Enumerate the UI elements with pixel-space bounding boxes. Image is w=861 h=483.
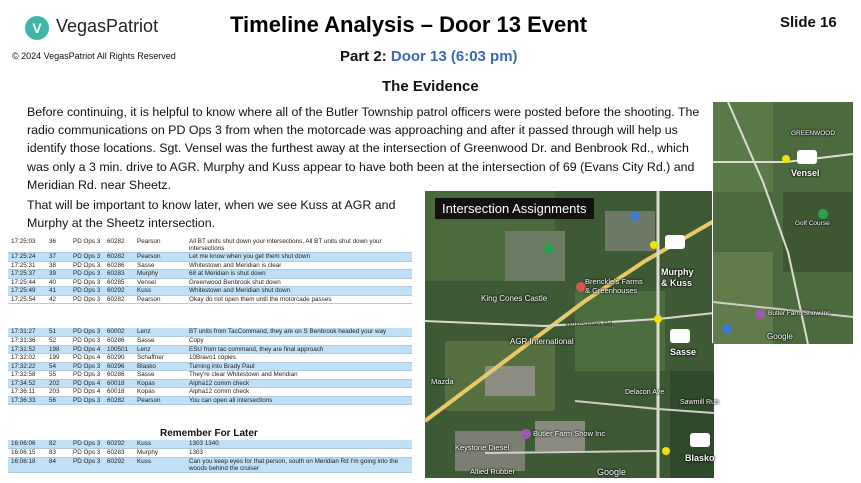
table-cell: 60285 [104, 278, 134, 287]
table-cell: Whitestown and Meridian is clear [186, 261, 412, 270]
label-sasse: Sasse [670, 347, 697, 357]
copyright-notice: © 2024 VegasPatriot All Rights Reserved [12, 51, 176, 61]
table-cell: Murphy [134, 270, 186, 279]
evidence-paragraph: Before continuing, it is helpful to know where all of the Butler Township patrol officers were posted before the shooting. The radio communications on PD Ops 3 from when the motorcade was approaching and after it passed through will help us identify those locations. Sgt. Vensel was the furthest away at the intersection of Greenwood Dr. and Benbrook Rd., which was only a 3 min. drive to AGR. Murphy and Kuss appear to have both been at the intersection of 69 (Evans City Rd.) and Meridian Rd. near Sheetz. [27, 105, 700, 192]
table-cell: Sasse [134, 261, 186, 270]
table-cell: 60290 [104, 354, 134, 363]
table-cell: 60282 [104, 295, 134, 304]
table-cell: 16:06:06 [8, 440, 46, 449]
table-cell: 51 [46, 328, 70, 337]
road-sawmill: Sawmill Run [680, 399, 719, 406]
table-row [8, 354, 412, 363]
table-cell: 60283 [104, 449, 134, 458]
table-cell: Can you keep eyes for that person, south on Meridian Rd I'm going into the woods behind the cruiser [186, 457, 412, 472]
table-cell: 203 [46, 388, 70, 397]
subtitle-accent: Door 13 (6:03 pm) [390, 48, 518, 65]
table-cell: PD Ops 3 [70, 278, 104, 287]
table-cell: Alpha12 comm check [186, 388, 412, 397]
table-cell: 17:25:49 [8, 287, 46, 296]
road-whitestown: Whitestown Rd [565, 321, 613, 328]
table-cell: Lenz [134, 345, 186, 354]
table-cell: 17:31:27 [8, 328, 46, 337]
table-row [8, 295, 412, 304]
table-cell: They're clear Whitestown and Meridian [186, 371, 412, 380]
subtitle-prefix: Part 2: [340, 48, 391, 65]
table-cell: Greenwood Benbrook shut down [186, 278, 412, 287]
table-cell: 56 [46, 396, 70, 405]
table-cell: 60286 [104, 337, 134, 346]
table-cell: 199 [46, 354, 70, 363]
table-cell: 60282 [104, 253, 134, 262]
place-butler-farm-inset: Butler Farm Show Inc [768, 310, 831, 317]
radio-log-table-3 [8, 440, 412, 473]
table-cell: BT units from TacCommand, they are on S Benbrook headed your way [186, 328, 412, 337]
table-cell: Lenz [134, 328, 186, 337]
table-cell: 38 [46, 261, 70, 270]
radio-log-table-1 [8, 238, 412, 304]
table-cell: Kopas [134, 379, 186, 388]
place-mazda: Mazda [431, 377, 454, 386]
place-butler-farm: Butler Farm Show Inc [533, 429, 606, 438]
intersection-map [425, 191, 719, 478]
table-cell: 60286 [104, 371, 134, 380]
table-cell: 16:06:18 [8, 457, 46, 472]
map-caption: Intersection Assignments [435, 198, 594, 219]
murphy-kuss-marker [650, 241, 658, 249]
table-cell: 36 [46, 238, 70, 253]
police-car-icon [797, 150, 817, 164]
table-row [8, 396, 412, 405]
table-cell: Pearson [134, 253, 186, 262]
section-heading: The Evidence [382, 78, 479, 95]
table-cell: 17:32:58 [8, 371, 46, 380]
table-cell: 17:31:52 [8, 345, 46, 354]
vensel-inset-map [712, 101, 852, 343]
table-row [8, 328, 412, 337]
table-cell: 60286 [104, 261, 134, 270]
table-cell: PD Ops 3 [70, 337, 104, 346]
place-pin-icon [722, 324, 732, 334]
table-cell: Pearson [134, 295, 186, 304]
table-cell: 68 at Meridian is shut down [186, 270, 412, 279]
table-cell: Copy [186, 337, 412, 346]
table-cell: PD Ops 3 [70, 287, 104, 296]
table-cell: 17:25:37 [8, 270, 46, 279]
table-cell: 17:25:54 [8, 295, 46, 304]
table-cell: 60002 [104, 328, 134, 337]
table-cell: PD Ops 3 [70, 457, 104, 472]
table-cell: 17:32:22 [8, 362, 46, 371]
table-cell: Turning into Brady Paul [186, 362, 412, 371]
table-cell: 41 [46, 287, 70, 296]
table-cell: 40 [46, 278, 70, 287]
table-cell: Sasse [134, 371, 186, 380]
place-pin-icon [755, 309, 765, 319]
place-king-cones: King Cones Castle [481, 294, 548, 303]
place-pin-icon [521, 429, 531, 439]
table-cell: 39 [46, 270, 70, 279]
brand-name: VegasPatriot [56, 16, 159, 36]
table-cell: 42 [46, 295, 70, 304]
radio-log-table-2 [8, 328, 412, 405]
label-blasko: Blasko [685, 453, 715, 463]
table-cell: PD Ops 4 [70, 388, 104, 397]
table-cell: Blasko [134, 362, 186, 371]
table-cell: 10Bravo1 copies [186, 354, 412, 363]
table-cell: Okay do not open them until the motorcade passes [186, 295, 412, 304]
place-pin-icon [544, 244, 554, 254]
table-cell: PD Ops 3 [70, 328, 104, 337]
table-row [8, 287, 412, 296]
table-row [8, 449, 412, 458]
table-row [8, 261, 412, 270]
table-cell: You can open all intersections [186, 396, 412, 405]
table-cell: PD Ops 3 [70, 238, 104, 253]
table-cell: PD Ops 4 [70, 379, 104, 388]
table-cell: Murphy [134, 449, 186, 458]
label-murphy-kuss: Murphy & Kuss [661, 267, 694, 288]
table-cell: PD Ops 3 [70, 371, 104, 380]
google-attribution-inset: Google [767, 332, 793, 341]
remember-heading: Remember For Later [160, 428, 258, 439]
vensel-inset-graphic [713, 102, 853, 344]
table-row [8, 371, 412, 380]
table-cell: 202 [46, 379, 70, 388]
table-cell: 1303 [186, 449, 412, 458]
place-golf-course: Golf Course [795, 220, 830, 227]
table-cell: 1303 1340 [186, 440, 412, 449]
table-cell: All BT units shut down your intersections, All BT units shut down your intersections [186, 238, 412, 253]
table-row [8, 238, 412, 253]
table-cell: 100501 [104, 345, 134, 354]
table-row [8, 270, 412, 279]
table-cell: 52 [46, 337, 70, 346]
table-row [8, 440, 412, 449]
table-cell: 17:36:33 [8, 396, 46, 405]
blasko-marker [662, 447, 670, 455]
table-cell: 60292 [104, 457, 134, 472]
table-row [8, 362, 412, 371]
table-cell: PD Ops 3 [70, 270, 104, 279]
table-cell: 17:25:31 [8, 261, 46, 270]
table-row [8, 345, 412, 354]
vegaspatriot-logo: V [25, 16, 49, 40]
table-cell: 17:34:52 [8, 379, 46, 388]
table-row [8, 457, 412, 472]
slide-title: Timeline Analysis – Door 13 Event [230, 12, 588, 37]
slide-number: Slide 16 [780, 14, 837, 31]
table-cell: 60018 [104, 379, 134, 388]
table-cell: PD Ops 3 [70, 362, 104, 371]
slide-subtitle [340, 48, 518, 65]
road-delacon: Delacon Ave [625, 389, 665, 396]
table-cell: PD Ops 3 [70, 261, 104, 270]
table-cell: 60292 [104, 287, 134, 296]
table-cell: 60018 [104, 388, 134, 397]
table-cell: Pearson [134, 238, 186, 253]
table-row [8, 379, 412, 388]
table-cell: Whitestown and Meridian shut down [186, 287, 412, 296]
table-row [8, 253, 412, 262]
table-cell: 54 [46, 362, 70, 371]
table-cell: 37 [46, 253, 70, 262]
google-attribution: Google [597, 467, 627, 477]
table-cell: Pearson [134, 396, 186, 405]
table-cell: PD Ops 3 [70, 449, 104, 458]
table-cell: 17:25:03 [8, 238, 46, 253]
label-vensel: Vensel [791, 168, 820, 178]
table-cell: 17:32:02 [8, 354, 46, 363]
place-agr: AGR International [510, 337, 574, 346]
table-cell: 55 [46, 371, 70, 380]
table-row [8, 388, 412, 397]
table-cell: 84 [46, 457, 70, 472]
place-pin-icon [630, 211, 640, 221]
table-cell: Schaffner [134, 354, 186, 363]
table-cell: Kopas [134, 388, 186, 397]
table-cell: 17:36:11 [8, 388, 46, 397]
table-cell: PD Ops 4 [70, 354, 104, 363]
table-cell: Kuss [134, 287, 186, 296]
table-cell: PD Ops 3 [70, 295, 104, 304]
police-car-icon [690, 433, 710, 447]
table-cell: 82 [46, 440, 70, 449]
table-cell: 17:25:24 [8, 253, 46, 262]
table-cell: PD Ops 3 [70, 253, 104, 262]
table-cell: 17:25:44 [8, 278, 46, 287]
table-cell: 60296 [104, 362, 134, 371]
followup-paragraph: That will be important to know later, when we see Kuss at AGR and Murphy at the Sheetz intersection. [27, 198, 396, 231]
police-car-icon [665, 235, 685, 249]
table-cell: PD Ops 3 [70, 396, 104, 405]
table-cell: 198 [46, 345, 70, 354]
sasse-marker [654, 315, 662, 323]
table-cell: 60283 [104, 270, 134, 279]
place-keystone: Keystone Diesel [455, 443, 510, 452]
table-cell: 17:31:36 [8, 337, 46, 346]
table-cell: Alpha12 comm check [186, 379, 412, 388]
table-cell: 83 [46, 449, 70, 458]
table-cell: Vensel [134, 278, 186, 287]
vensel-marker [782, 155, 790, 163]
table-cell: ESU from tac command, they are final approach [186, 345, 412, 354]
table-cell: Sasse [134, 337, 186, 346]
table-row [8, 278, 412, 287]
table-cell: Let me know when you get them shut down [186, 253, 412, 262]
table-row [8, 337, 412, 346]
place-pin-icon [818, 209, 828, 219]
place-greenwood: GREENWOOD [791, 130, 836, 137]
table-cell: PD Ops 3 [70, 440, 104, 449]
place-allied: Allied Rubber [470, 467, 516, 476]
table-cell: PD Ops 4 [70, 345, 104, 354]
table-cell: 16:06:15 [8, 449, 46, 458]
table-cell: Kuss [134, 457, 186, 472]
table-cell: Kuss [134, 440, 186, 449]
table-cell: 60292 [104, 440, 134, 449]
police-car-icon [670, 329, 690, 343]
table-cell: 60282 [104, 396, 134, 405]
table-cell: 60282 [104, 238, 134, 253]
place-brenckles: Brenckle's Farms & Greenhouses [585, 277, 643, 295]
